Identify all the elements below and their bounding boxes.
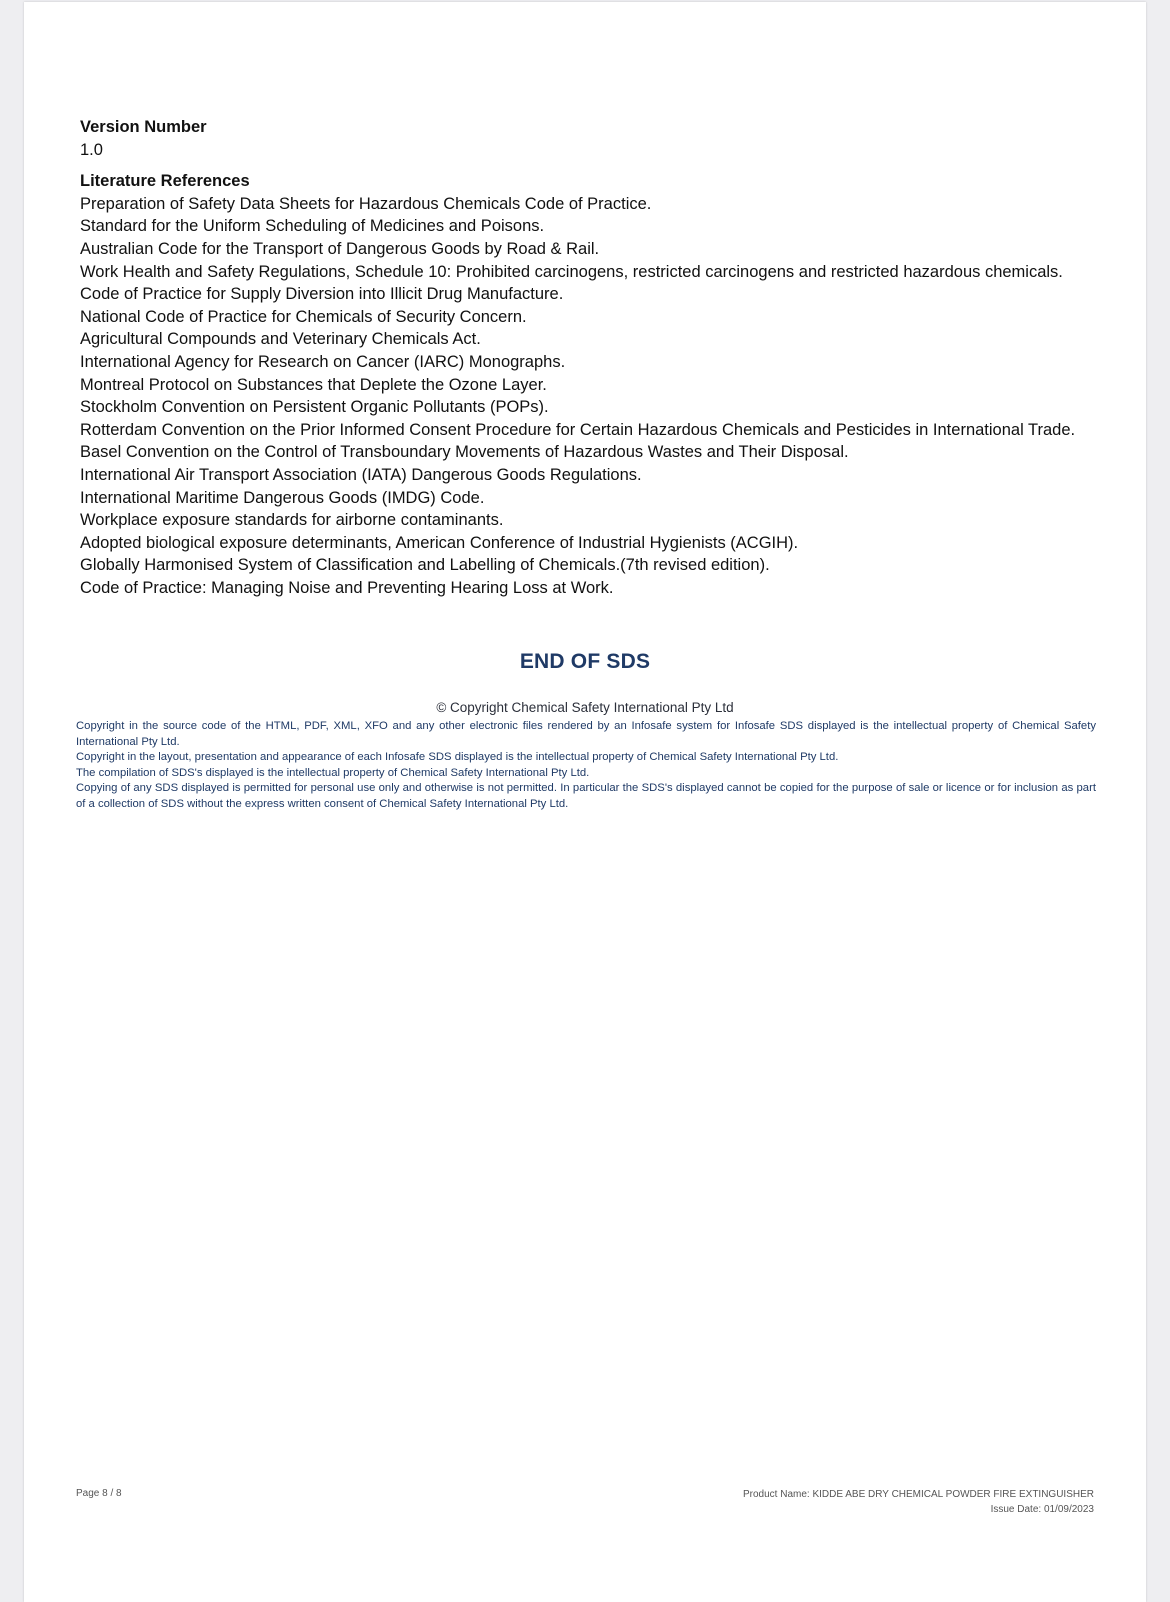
- list-item: Globally Harmonised System of Classification and Labelling of Chemicals.(7th revised edition).: [80, 556, 770, 575]
- literature-list: [80, 193, 1096, 600]
- list-item: Adopted biological exposure determinants, American Conference of Industrial Hygienists (ACGIH).: [80, 533, 799, 552]
- footer-product-info: [743, 1488, 1094, 1517]
- product-name: Product Name: KIDDE ABE DRY CHEMICAL POWDER FIRE EXTINGUISHER: [742, 1489, 1094, 1500]
- end-of-sds-heading: END OF SDS: [519, 650, 651, 673]
- copyright-notice: [76, 719, 1096, 813]
- version-section: [80, 116, 1096, 161]
- page-number: Page 8 / 8: [76, 1488, 122, 1499]
- list-item: International Agency for Research on Cancer (IARC) Monographs.: [80, 352, 566, 371]
- issue-date: Issue Date: 01/09/2023: [990, 1503, 1094, 1515]
- list-item: National Code of Practice for Chemicals of Security Concern.: [80, 307, 527, 326]
- list-item: Preparation of Safety Data Sheets for Hazardous Chemicals Code of Practice.: [80, 194, 652, 213]
- list-item: International Air Transport Association (IATA) Dangerous Goods Regulations.: [80, 465, 642, 484]
- list-item: Montreal Protocol on Substances that Deplete the Ozone Layer.: [80, 375, 547, 394]
- literature-section: [80, 170, 1096, 599]
- list-item: Stockholm Convention on Persistent Organic Pollutants (POPs).: [80, 398, 549, 417]
- list-item: Workplace exposure standards for airborne contaminants.: [80, 511, 504, 530]
- list-item: Code of Practice: Managing Noise and Preventing Hearing Loss at Work.: [80, 578, 614, 597]
- document-content: [80, 116, 1096, 608]
- list-item: Australian Code for the Transport of Dangerous Goods by Road & Rail.: [80, 239, 600, 258]
- list-item: Work Health and Safety Regulations, Schedule 10: Prohibited carcinogens, restricted carcinogens and restricted hazardous chemicals.: [80, 262, 1063, 281]
- list-item: Code of Practice for Supply Diversion into Illicit Drug Manufacture.: [80, 285, 564, 304]
- version-value: 1.0: [80, 140, 103, 159]
- version-heading: Version Number: [80, 118, 207, 136]
- copyright-paragraph: Copying of any SDS displayed is permitted for personal use only and otherwise is not permitted. In particular the SDS's displayed cannot be copied for the purpose of sale or licence or for inclusion as part of a collection of SDS without the express written consent of Chemical Safety International Pty Ltd.: [76, 782, 1096, 810]
- list-item: Rotterdam Convention on the Prior Informed Consent Procedure for Certain Hazardous Chemicals and Pesticides in International Trade.: [80, 420, 1076, 439]
- document-page: [24, 2, 1146, 1602]
- list-item: International Maritime Dangerous Goods (IMDG) Code.: [80, 488, 485, 507]
- copyright-title: © Copyright Chemical Safety International Pty Ltd: [436, 700, 734, 715]
- list-item: Standard for the Uniform Scheduling of Medicines and Poisons.: [80, 217, 545, 236]
- literature-heading: Literature References: [80, 172, 250, 191]
- copyright-paragraph: The compilation of SDS's displayed is the intellectual property of Chemical Safety International Pty Ltd.: [76, 766, 590, 779]
- copyright-paragraph: Copyright in the source code of the HTML, PDF, XML, XFO and any other electronic files rendered by an Infosafe system for Infosafe SDS displayed is the intellectual property of Chemical Safety International Pty Ltd.: [76, 720, 1096, 748]
- copyright-paragraph: Copyright in the layout, presentation and appearance of each Infosafe SDS displayed is the intellectual property of Chemical Safety International Pty Ltd.: [76, 751, 839, 764]
- list-item: Basel Convention on the Control of Transboundary Movements of Hazardous Wastes and Their Disposal.: [80, 443, 849, 462]
- list-item: Agricultural Compounds and Veterinary Chemicals Act.: [80, 330, 481, 349]
